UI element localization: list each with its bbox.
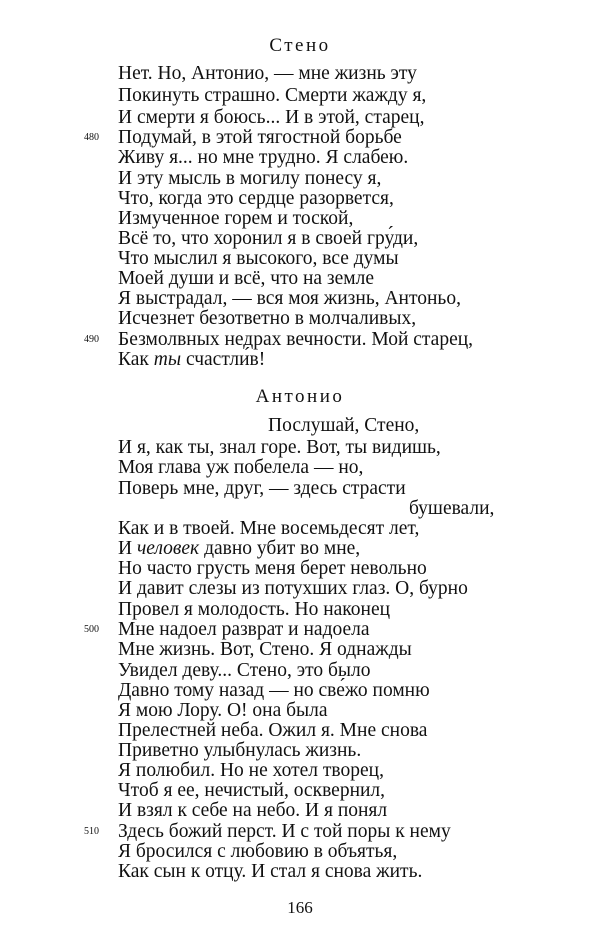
verse-line: Я выстрадал, — вся моя жизнь, Антоньо, xyxy=(118,288,461,309)
verse-line: И смерти я боюсь... И в этой, старец, xyxy=(118,107,425,128)
verse-line-continuation: бушевали, xyxy=(409,498,495,519)
speaker-heading-antonio: Антонио xyxy=(255,386,345,407)
speaker-heading-steno: Стено xyxy=(269,35,331,56)
verse-line: Безмолвных недрах вечности. Мой старец, xyxy=(118,329,474,350)
verse-line: Я полюбил. Но не хотел творец, xyxy=(118,760,384,781)
verse-line: Что, когда это сердце разорвется, xyxy=(118,188,394,209)
verse-line: Я мою Лору. О! она была xyxy=(118,700,328,721)
line-number: 500 xyxy=(84,624,99,635)
verse-line: Как и в твоей. Мне восемьдесят лет, xyxy=(118,518,420,539)
italic-emphasis: ты xyxy=(153,349,182,370)
verse-line xyxy=(118,539,360,559)
verse-line: Как сын к отцу. И стал я снова жить. xyxy=(118,861,423,882)
verse-line: Увидел деву... Стено, это было xyxy=(118,660,371,681)
verse-line: Нет. Но, Антонио, — мне жизнь эту xyxy=(118,63,417,84)
verse-line: Я бросился с любовию в объятья, xyxy=(118,841,398,862)
verse-line: Послушай, Стено, xyxy=(268,415,420,436)
line-number: 480 xyxy=(84,132,99,143)
verse-line: Исчезнет безответно в молчаливых, xyxy=(118,308,417,329)
verse-line: И я, как ты, знал горе. Вот, ты видишь, xyxy=(118,437,441,458)
verse-line: Поверь мне, друг, — здесь страсти xyxy=(118,478,406,499)
verse-line: Подумай, в этой тягостной борьбе xyxy=(118,127,402,148)
verse-line: Чтоб я ее, нечистый, осквернил, xyxy=(118,780,386,801)
line-number: 510 xyxy=(84,826,99,837)
verse-line: Мне жизнь. Вот, Стено. Я однажды xyxy=(118,639,412,660)
verse-line: Всё то, что хоронил я в своей гру́ди, xyxy=(118,228,419,249)
verse-line: Моя глава уж побелела — но, xyxy=(118,457,364,478)
verse-line: Живу я... но мне трудно. Я слабею. xyxy=(118,147,409,168)
verse-line: Моей души и всё, что на земле xyxy=(118,268,375,289)
verse-line: Давно тому назад — но све́жо помню xyxy=(118,680,430,701)
verse-line: Измученное горем и тоской, xyxy=(118,208,354,229)
verse-line: Мне надоел разврат и надоела xyxy=(118,619,370,640)
verse-line xyxy=(118,350,265,370)
verse-text: давно убит во мне, xyxy=(199,538,361,559)
verse-line: Что мыслил я высокого, все думы xyxy=(118,248,399,269)
verse-line: Приветно улыбнулась жизнь. xyxy=(118,740,362,761)
page-number: 166 xyxy=(287,898,313,917)
verse-line: Но часто грусть меня берет невольно xyxy=(118,558,427,579)
verse-line: Прелестней неба. Ожил я. Мне снова xyxy=(118,720,428,741)
verse-line: Покинуть страшно. Смерти жажду я, xyxy=(118,85,427,106)
line-number: 490 xyxy=(84,334,99,345)
verse-text: счастли́в! xyxy=(181,349,266,370)
verse-line: Провел я молодость. Но наконец xyxy=(118,599,391,620)
italic-emphasis: человек xyxy=(136,538,200,559)
verse-line: И давит слезы из потухших глаз. О, бурно xyxy=(118,578,468,599)
verse-line: И эту мысль в могилу понесу я, xyxy=(118,168,382,189)
verse-line: Здесь божий перст. И с той поры к нему xyxy=(118,821,451,842)
verse-text: Как xyxy=(118,349,154,370)
verse-text: И xyxy=(118,538,137,559)
verse-line: И взял к себе на небо. И я понял xyxy=(118,800,388,821)
